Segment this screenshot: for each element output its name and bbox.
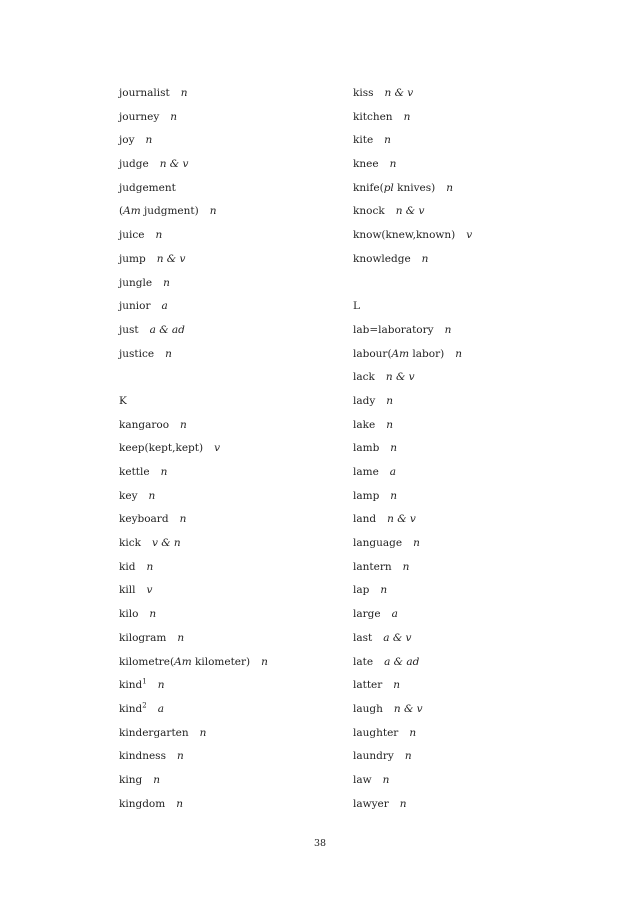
- entry-part-of-speech: n: [145, 134, 153, 147]
- entry-part-of-speech: n: [160, 466, 168, 478]
- vocab-entry: [119, 796, 268, 820]
- entry-part-of-speech: n: [380, 584, 388, 597]
- vocab-entry: [119, 203, 268, 227]
- entry-part-of-speech: a: [389, 466, 397, 478]
- entry-part-of-speech: n: [421, 252, 429, 265]
- vocab-entry: [119, 156, 268, 180]
- vocab-entry: [353, 251, 472, 275]
- entry-part-of-speech: n: [403, 110, 411, 123]
- entry-word: king: [119, 773, 143, 786]
- vocab-entry: [353, 654, 472, 678]
- entry-word: latter: [353, 679, 383, 692]
- vocab-entry: [353, 369, 472, 393]
- entry-part-of-speech: n: [155, 229, 163, 242]
- entry-word: kangaroo: [119, 418, 170, 431]
- vocab-entry: [119, 559, 268, 583]
- vocab-entry: [353, 559, 472, 583]
- entry-word: kind: [119, 679, 143, 692]
- entry-word: journalist: [119, 87, 170, 99]
- entry-word: justice: [119, 347, 155, 360]
- vocab-entry: [353, 227, 472, 251]
- section-gap: [119, 369, 268, 393]
- entry-word: key: [119, 489, 138, 502]
- vocab-entry: [353, 582, 472, 606]
- vocab-entry: [119, 227, 268, 251]
- vocab-entry: [353, 132, 472, 156]
- entry-part-of-speech: n & v: [385, 371, 415, 384]
- vocab-entry: [353, 417, 472, 441]
- vocab-entry: [353, 677, 472, 701]
- entry-part-of-speech: n: [153, 773, 160, 786]
- entry-part-of-speech: n: [261, 655, 268, 668]
- entry-part-of-speech: a & ad: [384, 655, 420, 668]
- entry-part-of-speech: n: [393, 679, 401, 692]
- entry-part-of-speech: n: [386, 394, 394, 407]
- vocab-entry: [119, 180, 268, 204]
- entry-part-of-speech: v: [466, 229, 473, 242]
- section-letter-heading: K: [119, 394, 127, 407]
- vocab-entry: [353, 772, 472, 796]
- entry-part-of-speech: a & ad: [149, 323, 185, 336]
- entry-word: law: [353, 773, 372, 786]
- entry-word-italic: pl: [383, 181, 394, 194]
- entry-word: lap: [353, 584, 370, 597]
- vocab-entry: [119, 606, 268, 630]
- vocab-entry: [119, 511, 268, 535]
- entry-word-prefix: knife(: [353, 181, 384, 194]
- entry-part-of-speech: n: [386, 418, 393, 431]
- entry-part-of-speech: n: [413, 537, 420, 550]
- entry-part-of-speech: n: [389, 158, 397, 171]
- entry-part-of-speech: n: [409, 726, 417, 739]
- entry-part-of-speech: n: [382, 773, 390, 786]
- entry-word: lamb: [353, 442, 380, 455]
- entry-part-of-speech: v & n: [151, 537, 181, 550]
- vocab-entry: [353, 606, 472, 630]
- entry-word: laugh: [353, 702, 383, 715]
- vocab-entry: [353, 725, 472, 749]
- entry-part-of-speech: n: [146, 560, 154, 573]
- entry-part-of-speech: n: [180, 87, 188, 99]
- vocab-entry: [353, 701, 472, 725]
- vocab-entry: [353, 488, 472, 512]
- vocab-entry: [119, 109, 268, 133]
- entry-part-of-speech: n: [390, 442, 398, 455]
- entry-word: kiss: [353, 87, 374, 99]
- vocab-entry: [353, 630, 472, 654]
- entry-part-of-speech: n: [170, 110, 178, 123]
- entry-word: lady: [353, 394, 376, 407]
- entry-word: judgment): [140, 205, 199, 218]
- vocab-entry: [353, 85, 472, 109]
- entry-word: kill: [119, 584, 136, 597]
- entry-part-of-speech: n: [176, 750, 184, 763]
- entry-word: kilogram: [119, 631, 167, 644]
- vocab-entry: [119, 654, 268, 678]
- entry-word: joy: [119, 134, 135, 147]
- entry-part-of-speech: n: [399, 797, 407, 810]
- entry-part-of-speech: n & v: [395, 205, 425, 218]
- entry-part-of-speech: n: [444, 323, 452, 336]
- entry-word: late: [353, 655, 374, 668]
- entry-part-of-speech: n: [209, 205, 217, 218]
- entry-word: kindness: [119, 750, 166, 763]
- vocab-entry: [119, 725, 268, 749]
- section-gap: [353, 275, 472, 299]
- entry-word: lamp: [353, 489, 380, 502]
- entry-word: kite: [353, 134, 374, 147]
- entry-word: lab=laboratory: [353, 323, 434, 336]
- entry-word-italic: Am: [174, 655, 192, 668]
- entry-word: laughter: [353, 726, 399, 739]
- entry-part-of-speech: n: [180, 418, 187, 431]
- vocab-entry: [119, 132, 268, 156]
- entry-word: kettle: [119, 466, 150, 478]
- entry-word: knock: [353, 205, 385, 218]
- entry-word: last: [353, 631, 373, 644]
- entry-part-of-speech: a: [391, 608, 398, 621]
- entry-word: know(knew,known): [353, 229, 456, 242]
- entry-word: just: [119, 323, 139, 336]
- section-letter-heading: L: [353, 300, 360, 313]
- vocab-entry: [353, 535, 472, 559]
- vocab-entry: [119, 677, 268, 701]
- entry-word: large: [353, 608, 381, 621]
- entry-part-of-speech: n: [176, 797, 183, 810]
- vocab-entry: [353, 203, 472, 227]
- entry-part-of-speech: n & v: [384, 87, 414, 99]
- vocab-entry: [119, 535, 268, 559]
- entry-part-of-speech: n & v: [156, 252, 186, 265]
- entry-part-of-speech: a: [161, 300, 168, 313]
- entry-word: kilometer): [191, 655, 251, 668]
- entry-word: kitchen: [353, 110, 393, 123]
- vocab-entry: [119, 582, 268, 606]
- vocab-entry: [353, 796, 472, 820]
- vocab-entry: [353, 322, 472, 346]
- entry-part-of-speech: n: [149, 608, 157, 621]
- entry-word: judge: [119, 158, 149, 171]
- entry-word: knee: [353, 158, 379, 171]
- vocab-entry: [119, 440, 268, 464]
- entry-part-of-speech: n: [402, 560, 410, 573]
- entry-superscript: 1: [142, 677, 147, 686]
- vocab-entry: [119, 298, 268, 322]
- entry-word: lantern: [353, 560, 392, 573]
- vocab-entry: [353, 393, 472, 417]
- entry-word: jump: [119, 252, 146, 265]
- entry-word: journey: [119, 110, 160, 123]
- entry-word: knowledge: [353, 252, 411, 265]
- entry-word: kind: [119, 702, 143, 715]
- entry-part-of-speech: n: [446, 181, 453, 194]
- entry-part-of-speech: n: [179, 513, 187, 526]
- entry-word: keep(kept,kept): [119, 442, 204, 455]
- entry-word: kid: [119, 560, 136, 573]
- entry-part-of-speech: n & v: [159, 158, 189, 171]
- entry-word: language: [353, 537, 403, 550]
- vocab-entry: [119, 417, 268, 441]
- entry-word: kilo: [119, 608, 139, 621]
- entry-word: lame: [353, 466, 379, 478]
- entry-word-italic: Am: [123, 205, 141, 218]
- entry-superscript: 2: [142, 701, 147, 710]
- entry-part-of-speech: n: [199, 726, 207, 739]
- vocab-entry: [119, 772, 268, 796]
- entry-word: knives): [393, 181, 436, 194]
- entry-word: kingdom: [119, 797, 166, 810]
- vocab-entry: [119, 488, 268, 512]
- entry-word-italic: Am: [391, 347, 410, 360]
- entry-part-of-speech: n: [390, 489, 398, 502]
- vocab-entry: [353, 156, 472, 180]
- entry-part-of-speech: n & v: [387, 513, 416, 526]
- vocab-entry: [353, 511, 472, 535]
- vocab-entry: [353, 346, 472, 370]
- vocab-entry: [119, 85, 268, 109]
- vocab-entry: [353, 109, 472, 133]
- vocab-entry: [119, 346, 268, 370]
- entry-word: laundry: [353, 750, 394, 763]
- vocab-entry: [353, 440, 472, 464]
- vocab-entry: [353, 748, 472, 772]
- entry-part-of-speech: n: [404, 750, 412, 763]
- entry-part-of-speech: n & v: [393, 702, 423, 715]
- entry-part-of-speech: a: [157, 702, 164, 715]
- entry-word: jungle: [119, 276, 153, 289]
- entry-part-of-speech: n: [163, 276, 170, 289]
- entry-part-of-speech: n: [165, 347, 172, 360]
- entry-word: judgement: [119, 181, 176, 194]
- vocab-entry: [353, 180, 472, 204]
- entry-word: land: [353, 513, 377, 526]
- page-number: 38: [313, 838, 327, 849]
- vocab-entry: [119, 251, 268, 275]
- entry-part-of-speech: n: [384, 134, 391, 147]
- entry-part-of-speech: v: [214, 442, 221, 455]
- entry-word: juice: [119, 229, 145, 242]
- entry-word: labor): [409, 347, 445, 360]
- entry-word-prefix: (: [119, 205, 124, 218]
- entry-part-of-speech: n: [157, 679, 165, 692]
- entry-word: lake: [353, 418, 376, 431]
- vocab-entry: [353, 464, 472, 488]
- entry-word: keyboard: [119, 513, 169, 526]
- vocab-entry: [119, 464, 268, 488]
- entry-word-prefix: labour(: [353, 347, 392, 360]
- vocab-entry: [119, 701, 268, 725]
- entry-word: junior: [119, 300, 151, 313]
- right-column: [353, 85, 472, 819]
- entry-word-prefix: kilometre(: [119, 655, 175, 668]
- entry-part-of-speech: v: [146, 584, 153, 597]
- entry-part-of-speech: n: [177, 631, 185, 644]
- vocab-entry: [119, 748, 268, 772]
- entry-part-of-speech: n: [148, 489, 156, 502]
- vocab-entry: [119, 630, 268, 654]
- entry-word: lack: [353, 371, 375, 384]
- left-column: [119, 85, 268, 819]
- entry-part-of-speech: a & v: [383, 631, 412, 644]
- vocab-entry: [119, 322, 268, 346]
- entry-word: kindergarten: [119, 726, 189, 739]
- vocab-entry: [119, 275, 268, 299]
- entry-word: lawyer: [353, 797, 389, 810]
- entry-word: kick: [119, 537, 141, 550]
- entry-part-of-speech: n: [455, 347, 462, 360]
